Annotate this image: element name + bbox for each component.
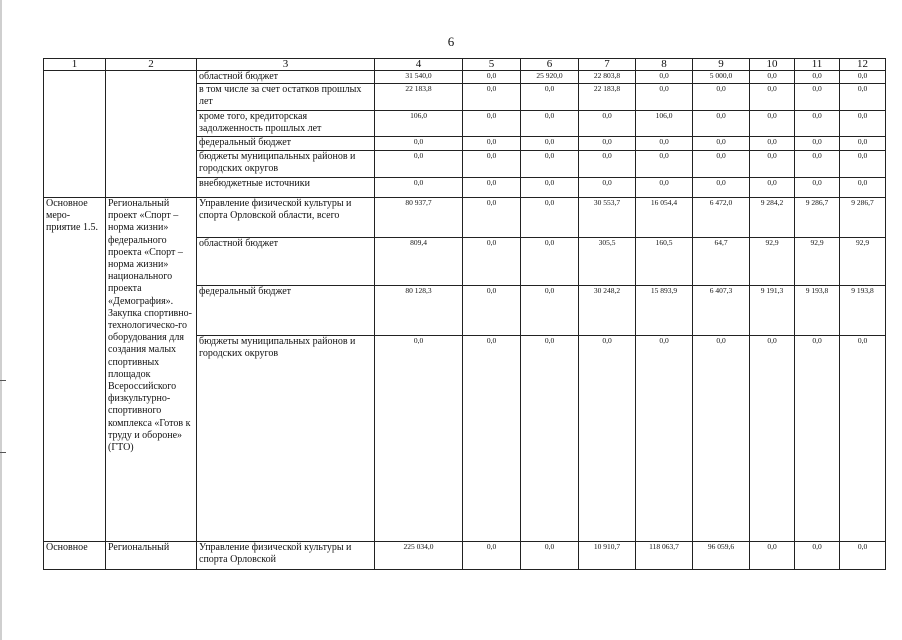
header-cell: 10 xyxy=(750,59,795,71)
value-cell: 0,0 xyxy=(840,71,886,84)
value-cell: 0,0 xyxy=(521,151,579,178)
scan-mark xyxy=(0,380,6,381)
value-cell: 92,9 xyxy=(795,238,840,286)
row-label: Управление физической культуры и спорта Орловской xyxy=(197,542,375,570)
value-cell: 0,0 xyxy=(795,151,840,178)
value-cell: 0,0 xyxy=(521,542,579,570)
value-cell: 15 893,9 xyxy=(636,286,693,336)
value-cell: 0,0 xyxy=(750,151,795,178)
value-cell: 0,0 xyxy=(795,111,840,137)
value-cell: 10 910,7 xyxy=(579,542,636,570)
table-body xyxy=(44,71,886,570)
value-cell: 0,0 xyxy=(463,84,521,111)
row-label: Управление физической культуры и спорта Орловской области, всего xyxy=(197,198,375,238)
value-cell: 0,0 xyxy=(795,336,840,542)
value-cell: 80 937,7 xyxy=(375,198,463,238)
header-cell: 3 xyxy=(197,59,375,71)
table-row xyxy=(44,198,886,238)
value-cell: 0,0 xyxy=(693,178,750,198)
row-label: федеральный бюджет xyxy=(197,137,375,151)
value-cell: 0,0 xyxy=(636,178,693,198)
value-cell: 0,0 xyxy=(636,137,693,151)
value-cell: 0,0 xyxy=(750,178,795,198)
value-cell: 22 803,8 xyxy=(579,71,636,84)
value-cell: 0,0 xyxy=(463,336,521,542)
row-label: областной бюджет xyxy=(197,71,375,84)
value-cell: 0,0 xyxy=(463,542,521,570)
activity-cell xyxy=(44,71,106,198)
value-cell: 106,0 xyxy=(636,111,693,137)
value-cell: 0,0 xyxy=(579,336,636,542)
value-cell: 0,0 xyxy=(795,71,840,84)
value-cell: 9 193,8 xyxy=(795,286,840,336)
activity-cell: Основное xyxy=(44,542,106,570)
header-cell: 9 xyxy=(693,59,750,71)
value-cell: 0,0 xyxy=(795,137,840,151)
value-cell: 0,0 xyxy=(840,84,886,111)
value-cell: 30 553,7 xyxy=(579,198,636,238)
value-cell: 0,0 xyxy=(840,111,886,137)
value-cell: 0,0 xyxy=(693,336,750,542)
value-cell: 0,0 xyxy=(521,178,579,198)
value-cell: 0,0 xyxy=(750,84,795,111)
header-cell: 5 xyxy=(463,59,521,71)
value-cell: 0,0 xyxy=(693,84,750,111)
value-cell: 0,0 xyxy=(693,151,750,178)
project-cell xyxy=(106,71,197,198)
header-cell: 1 xyxy=(44,59,106,71)
value-cell: 0,0 xyxy=(521,111,579,137)
value-cell: 0,0 xyxy=(795,542,840,570)
value-cell: 92,9 xyxy=(840,238,886,286)
row-label: бюджеты муниципальных районов и городских округов xyxy=(197,336,375,542)
value-cell: 22 183,8 xyxy=(375,84,463,111)
value-cell: 305,5 xyxy=(579,238,636,286)
value-cell: 0,0 xyxy=(579,137,636,151)
activity-cell: Основное меро-приятие 1.5. xyxy=(44,198,106,542)
value-cell: 0,0 xyxy=(579,151,636,178)
row-label: федеральный бюджет xyxy=(197,286,375,336)
value-cell: 160,5 xyxy=(636,238,693,286)
value-cell: 25 920,0 xyxy=(521,71,579,84)
value-cell: 0,0 xyxy=(579,111,636,137)
row-label: кроме того, кредиторская задолженность прошлых лет xyxy=(197,111,375,137)
header-cell: 2 xyxy=(106,59,197,71)
value-cell: 0,0 xyxy=(840,151,886,178)
value-cell: 0,0 xyxy=(795,84,840,111)
value-cell: 0,0 xyxy=(463,238,521,286)
value-cell: 106,0 xyxy=(375,111,463,137)
value-cell: 0,0 xyxy=(463,198,521,238)
header-cell: 11 xyxy=(795,59,840,71)
value-cell: 9 286,7 xyxy=(840,198,886,238)
value-cell: 6 407,3 xyxy=(693,286,750,336)
header-cell: 7 xyxy=(579,59,636,71)
value-cell: 0,0 xyxy=(463,111,521,137)
value-cell: 0,0 xyxy=(463,137,521,151)
value-cell: 5 000,0 xyxy=(693,71,750,84)
value-cell: 0,0 xyxy=(750,336,795,542)
value-cell: 0,0 xyxy=(636,151,693,178)
value-cell: 0,0 xyxy=(636,336,693,542)
table-row xyxy=(44,542,886,570)
value-cell: 0,0 xyxy=(840,137,886,151)
value-cell: 9 191,3 xyxy=(750,286,795,336)
page-number: 6 xyxy=(447,34,455,49)
value-cell: 0,0 xyxy=(840,542,886,570)
value-cell: 16 054,4 xyxy=(636,198,693,238)
value-cell: 9 286,7 xyxy=(795,198,840,238)
header-cell: 8 xyxy=(636,59,693,71)
value-cell: 0,0 xyxy=(636,71,693,84)
value-cell: 0,0 xyxy=(375,336,463,542)
value-cell: 0,0 xyxy=(521,286,579,336)
row-label: в том числе за счет остатков прошлых лет xyxy=(197,84,375,111)
row-label: областной бюджет xyxy=(197,238,375,286)
value-cell: 0,0 xyxy=(579,178,636,198)
value-cell: 9 284,2 xyxy=(750,198,795,238)
value-cell: 0,0 xyxy=(463,178,521,198)
header-cell: 4 xyxy=(375,59,463,71)
value-cell: 6 472,0 xyxy=(693,198,750,238)
value-cell: 22 183,8 xyxy=(579,84,636,111)
value-cell: 0,0 xyxy=(521,137,579,151)
value-cell: 0,0 xyxy=(375,178,463,198)
header-cell: 12 xyxy=(840,59,886,71)
value-cell: 0,0 xyxy=(840,178,886,198)
value-cell: 0,0 xyxy=(521,336,579,542)
scan-edge xyxy=(0,0,2,640)
row-label: внебюджетные источники xyxy=(197,178,375,198)
value-cell: 30 248,2 xyxy=(579,286,636,336)
value-cell: 0,0 xyxy=(693,137,750,151)
value-cell: 0,0 xyxy=(375,137,463,151)
value-cell: 0,0 xyxy=(636,84,693,111)
value-cell: 0,0 xyxy=(750,71,795,84)
value-cell: 0,0 xyxy=(750,137,795,151)
value-cell: 0,0 xyxy=(521,238,579,286)
header-cell: 6 xyxy=(521,59,579,71)
value-cell: 0,0 xyxy=(463,286,521,336)
scan-mark xyxy=(0,452,6,453)
value-cell: 92,9 xyxy=(750,238,795,286)
value-cell: 0,0 xyxy=(463,71,521,84)
value-cell: 0,0 xyxy=(693,111,750,137)
value-cell: 0,0 xyxy=(750,111,795,137)
value-cell: 225 034,0 xyxy=(375,542,463,570)
table-row xyxy=(44,71,886,84)
project-cell: Региональный xyxy=(106,542,197,570)
value-cell: 0,0 xyxy=(463,151,521,178)
value-cell: 80 128,3 xyxy=(375,286,463,336)
value-cell: 0,0 xyxy=(521,198,579,238)
value-cell: 9 193,8 xyxy=(840,286,886,336)
value-cell: 0,0 xyxy=(750,542,795,570)
budget-table xyxy=(43,58,886,570)
value-cell: 0,0 xyxy=(840,336,886,542)
value-cell: 31 540,0 xyxy=(375,71,463,84)
value-cell: 0,0 xyxy=(795,178,840,198)
row-label: бюджеты муниципальных районов и городских округов xyxy=(197,151,375,178)
value-cell: 118 063,7 xyxy=(636,542,693,570)
value-cell: 0,0 xyxy=(521,84,579,111)
value-cell: 96 059,6 xyxy=(693,542,750,570)
value-cell: 0,0 xyxy=(375,151,463,178)
header-row xyxy=(44,59,886,71)
project-cell: Региональный проект «Спорт – норма жизни» федерального проекта «Спорт – норма жизни» национального проекта «Демография». Закупка спортивно-технологическо-го оборудования для создания малых спортивных площадок Всероссийского физкультурно-спортивного комплекса «Готов к труду и обороне» (ГТО) xyxy=(106,198,197,542)
value-cell: 809,4 xyxy=(375,238,463,286)
value-cell: 64,7 xyxy=(693,238,750,286)
